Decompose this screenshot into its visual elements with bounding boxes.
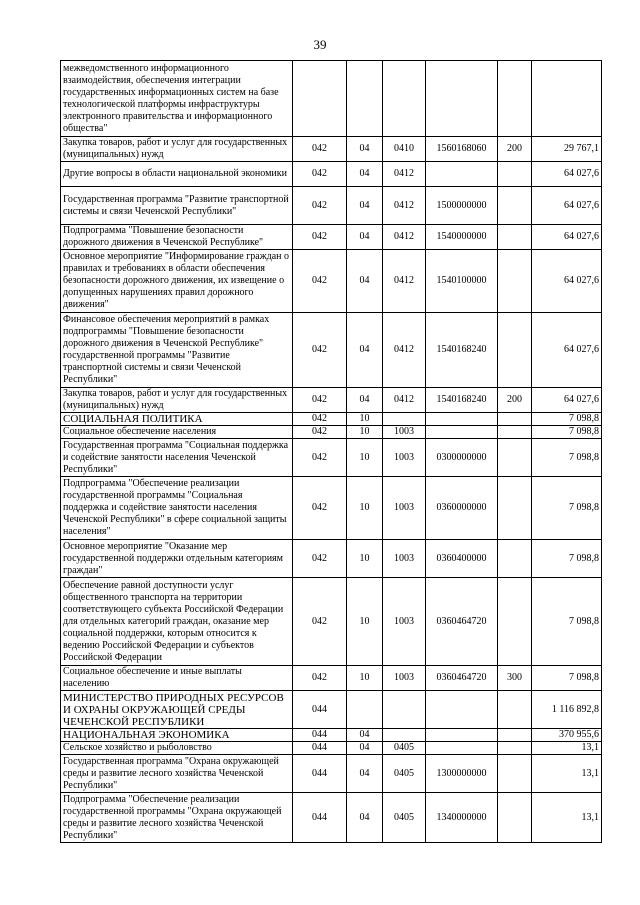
row-amount: 1 116 892,8 — [532, 691, 602, 729]
row-expense-type — [498, 729, 532, 742]
row-subsection-code — [383, 691, 426, 729]
table-row — [61, 477, 602, 540]
row-subsection-code — [383, 729, 426, 742]
row-subsection-code: 1003 — [383, 578, 426, 666]
row-name: Подпрограмма "Повышение безопасности дорожного движения в Чеченской Республике" — [61, 225, 293, 250]
row-target-article — [426, 426, 498, 439]
row-target-article: 0360464720 — [426, 666, 498, 691]
row-target-article: 1540000000 — [426, 225, 498, 250]
row-amount: 13,1 — [532, 793, 602, 843]
row-expense-type — [498, 225, 532, 250]
table-row — [61, 540, 602, 578]
row-section-code: 04 — [347, 250, 383, 313]
row-section-code: 04 — [347, 729, 383, 742]
row-subsection-code: 0405 — [383, 793, 426, 843]
table-row — [61, 729, 602, 742]
row-expense-type — [498, 742, 532, 755]
row-amount: 7 098,8 — [532, 426, 602, 439]
row-name: Финансовое обеспечения мероприятий в рамках подпрограммы "Повышение безопасности дорожного движения в Чеченской Республике" государственной программы "Развитие транспортной системы и связи Чеченской Республики" — [61, 313, 293, 388]
table-row — [61, 691, 602, 729]
row-section-code: 10 — [347, 413, 383, 426]
row-name: Основное мероприятие "Информирование граждан о правилах и требованиях в области обеспечения безопасности дорожного движения, их извещение о допущенных нарушениях правил дорожного движения" — [61, 250, 293, 313]
row-amount: 13,1 — [532, 755, 602, 793]
row-subsection-code — [383, 413, 426, 426]
row-amount: 64 027,6 — [532, 388, 602, 413]
row-amount: 64 027,6 — [532, 225, 602, 250]
table-row — [61, 162, 602, 187]
row-ministry-code: 042 — [293, 388, 347, 413]
row-section-code: 10 — [347, 439, 383, 477]
row-name: Закупка товаров, работ и услуг для государственных (муниципальных) нужд — [61, 137, 293, 162]
row-subsection-code: 0412 — [383, 388, 426, 413]
table-row — [61, 742, 602, 755]
budget-table — [60, 60, 602, 843]
row-amount: 7 098,8 — [532, 578, 602, 666]
row-name: Другие вопросы в области национальной экономики — [61, 162, 293, 187]
row-section-code: 10 — [347, 426, 383, 439]
row-subsection-code: 1003 — [383, 477, 426, 540]
row-name: Обеспечение равной доступности услуг общественного транспорта на территории соответствующего субъекта Российской Федерации для отдельных категорий граждан, оказание мер социальной поддержки, которым относится к ведению Российской Федерации и субъектов Российской Федерации — [61, 578, 293, 666]
row-expense-type — [498, 426, 532, 439]
row-expense-type — [498, 61, 532, 137]
row-section-code: 04 — [347, 793, 383, 843]
row-expense-type — [498, 413, 532, 426]
row-target-article — [426, 413, 498, 426]
row-name: Подпрограмма "Обеспечение реализации государственной программы "Социальная поддержка и содействие занятости населения Чеченской Республики" в сфере социальной защиты населения" — [61, 477, 293, 540]
row-expense-type — [498, 187, 532, 225]
row-subsection-code: 0405 — [383, 742, 426, 755]
row-subsection-code: 0412 — [383, 250, 426, 313]
row-subsection-code — [383, 61, 426, 137]
row-amount: 13,1 — [532, 742, 602, 755]
row-target-article: 1560168060 — [426, 137, 498, 162]
row-expense-type — [498, 439, 532, 477]
row-ministry-code: 042 — [293, 187, 347, 225]
row-name: Государственная программа "Социальная поддержка и содействие занятости населения Чеченской Республики" — [61, 439, 293, 477]
row-ministry-code: 042 — [293, 426, 347, 439]
row-ministry-code: 044 — [293, 742, 347, 755]
row-target-article: 1540100000 — [426, 250, 498, 313]
row-subsection-code: 0410 — [383, 137, 426, 162]
row-ministry-code: 042 — [293, 137, 347, 162]
row-ministry-code: 042 — [293, 578, 347, 666]
row-subsection-code: 0412 — [383, 225, 426, 250]
row-target-article: 1540168240 — [426, 388, 498, 413]
row-target-article — [426, 61, 498, 137]
row-subsection-code: 1003 — [383, 426, 426, 439]
row-expense-type — [498, 691, 532, 729]
row-subsection-code: 0405 — [383, 755, 426, 793]
table-row — [61, 793, 602, 843]
row-name: Государственная программа "Охрана окружающей среды и развитие лесного хозяйства Чеченской Республики" — [61, 755, 293, 793]
row-subsection-code: 0412 — [383, 313, 426, 388]
row-ministry-code: 044 — [293, 729, 347, 742]
row-section-code: 04 — [347, 187, 383, 225]
row-name: Закупка товаров, работ и услуг для государственных (муниципальных) нужд — [61, 388, 293, 413]
row-target-article: 1300000000 — [426, 755, 498, 793]
row-expense-type — [498, 313, 532, 388]
row-amount: 64 027,6 — [532, 187, 602, 225]
table-row — [61, 388, 602, 413]
row-ministry-code: 044 — [293, 691, 347, 729]
row-target-article: 0300000000 — [426, 439, 498, 477]
row-section-code — [347, 61, 383, 137]
page-number: 39 — [313, 37, 327, 52]
table-row — [61, 755, 602, 793]
row-section-code — [347, 691, 383, 729]
row-ministry-code: 042 — [293, 313, 347, 388]
row-expense-type: 200 — [498, 388, 532, 413]
row-expense-type: 200 — [498, 137, 532, 162]
table-row — [61, 666, 602, 691]
row-ministry-code: 042 — [293, 477, 347, 540]
row-section-code: 04 — [347, 388, 383, 413]
row-expense-type: 300 — [498, 666, 532, 691]
row-subsection-code: 1003 — [383, 666, 426, 691]
table-row — [61, 225, 602, 250]
row-name: СОЦИАЛЬНАЯ ПОЛИТИКА — [61, 413, 293, 426]
row-expense-type — [498, 477, 532, 540]
row-ministry-code: 042 — [293, 250, 347, 313]
row-target-article — [426, 162, 498, 187]
row-section-code: 10 — [347, 477, 383, 540]
row-name: Подпрограмма "Обеспечение реализации государственной программы "Охрана окружающей среды и развитие лесного хозяйства Чеченской Республики" — [61, 793, 293, 843]
table-row — [61, 61, 602, 137]
row-target-article — [426, 691, 498, 729]
row-amount: 7 098,8 — [532, 477, 602, 540]
table-row — [61, 439, 602, 477]
row-section-code: 04 — [347, 742, 383, 755]
row-target-article: 0360464720 — [426, 578, 498, 666]
row-section-code: 10 — [347, 666, 383, 691]
row-amount: 64 027,6 — [532, 313, 602, 388]
row-section-code: 04 — [347, 225, 383, 250]
row-subsection-code: 0412 — [383, 162, 426, 187]
row-subsection-code: 1003 — [383, 540, 426, 578]
row-expense-type — [498, 755, 532, 793]
row-ministry-code: 042 — [293, 413, 347, 426]
table-row — [61, 313, 602, 388]
row-name: МИНИСТЕРСТВО ПРИРОДНЫХ РЕСУРСОВ И ОХРАНЫ ОКРУЖАЮЩЕЙ СРЕДЫ ЧЕЧЕНСКОЙ РЕСПУБЛИКИ — [61, 691, 293, 729]
row-name: Социальное обеспечение и иные выплаты населению — [61, 666, 293, 691]
row-section-code: 04 — [347, 313, 383, 388]
row-target-article: 0360000000 — [426, 477, 498, 540]
row-subsection-code: 0412 — [383, 187, 426, 225]
table-row — [61, 187, 602, 225]
row-name: НАЦИОНАЛЬНАЯ ЭКОНОМИКА — [61, 729, 293, 742]
row-amount: 64 027,6 — [532, 162, 602, 187]
row-ministry-code: 042 — [293, 162, 347, 187]
row-amount: 370 955,6 — [532, 729, 602, 742]
row-amount: 7 098,8 — [532, 439, 602, 477]
row-subsection-code: 1003 — [383, 439, 426, 477]
row-section-code: 10 — [347, 540, 383, 578]
row-name: Социальное обеспечение населения — [61, 426, 293, 439]
row-expense-type — [498, 162, 532, 187]
table-row — [61, 137, 602, 162]
row-expense-type — [498, 578, 532, 666]
row-ministry-code: 042 — [293, 666, 347, 691]
row-expense-type — [498, 250, 532, 313]
row-amount: 7 098,8 — [532, 413, 602, 426]
row-amount: 7 098,8 — [532, 666, 602, 691]
row-name: межведомственного информационного взаимодействия, обеспечения интеграции государственных информационных систем на базе технологической платформы инфраструктуры электронного правительства и информационного общества" — [61, 61, 293, 137]
row-ministry-code: 044 — [293, 755, 347, 793]
row-amount: 29 767,1 — [532, 137, 602, 162]
table-row — [61, 578, 602, 666]
row-amount — [532, 61, 602, 137]
row-name: Основное мероприятие "Оказание мер государственной поддержки отдельным категориям граждан" — [61, 540, 293, 578]
row-name: Государственная программа "Развитие транспортной системы и связи Чеченской Республики" — [61, 187, 293, 225]
row-section-code: 04 — [347, 755, 383, 793]
table-row — [61, 250, 602, 313]
row-target-article: 1340000000 — [426, 793, 498, 843]
row-section-code: 04 — [347, 137, 383, 162]
table-row — [61, 413, 602, 426]
row-target-article: 0360400000 — [426, 540, 498, 578]
row-target-article: 1540168240 — [426, 313, 498, 388]
row-ministry-code: 044 — [293, 793, 347, 843]
row-name: Сельское хозяйство и рыболовство — [61, 742, 293, 755]
row-amount: 64 027,6 — [532, 250, 602, 313]
row-target-article — [426, 742, 498, 755]
row-target-article — [426, 729, 498, 742]
row-section-code: 10 — [347, 578, 383, 666]
row-ministry-code: 042 — [293, 540, 347, 578]
row-expense-type — [498, 540, 532, 578]
row-section-code: 04 — [347, 162, 383, 187]
row-expense-type — [498, 793, 532, 843]
row-ministry-code — [293, 61, 347, 137]
row-ministry-code: 042 — [293, 439, 347, 477]
row-ministry-code: 042 — [293, 225, 347, 250]
row-amount: 7 098,8 — [532, 540, 602, 578]
row-target-article: 1500000000 — [426, 187, 498, 225]
table-row — [61, 426, 602, 439]
